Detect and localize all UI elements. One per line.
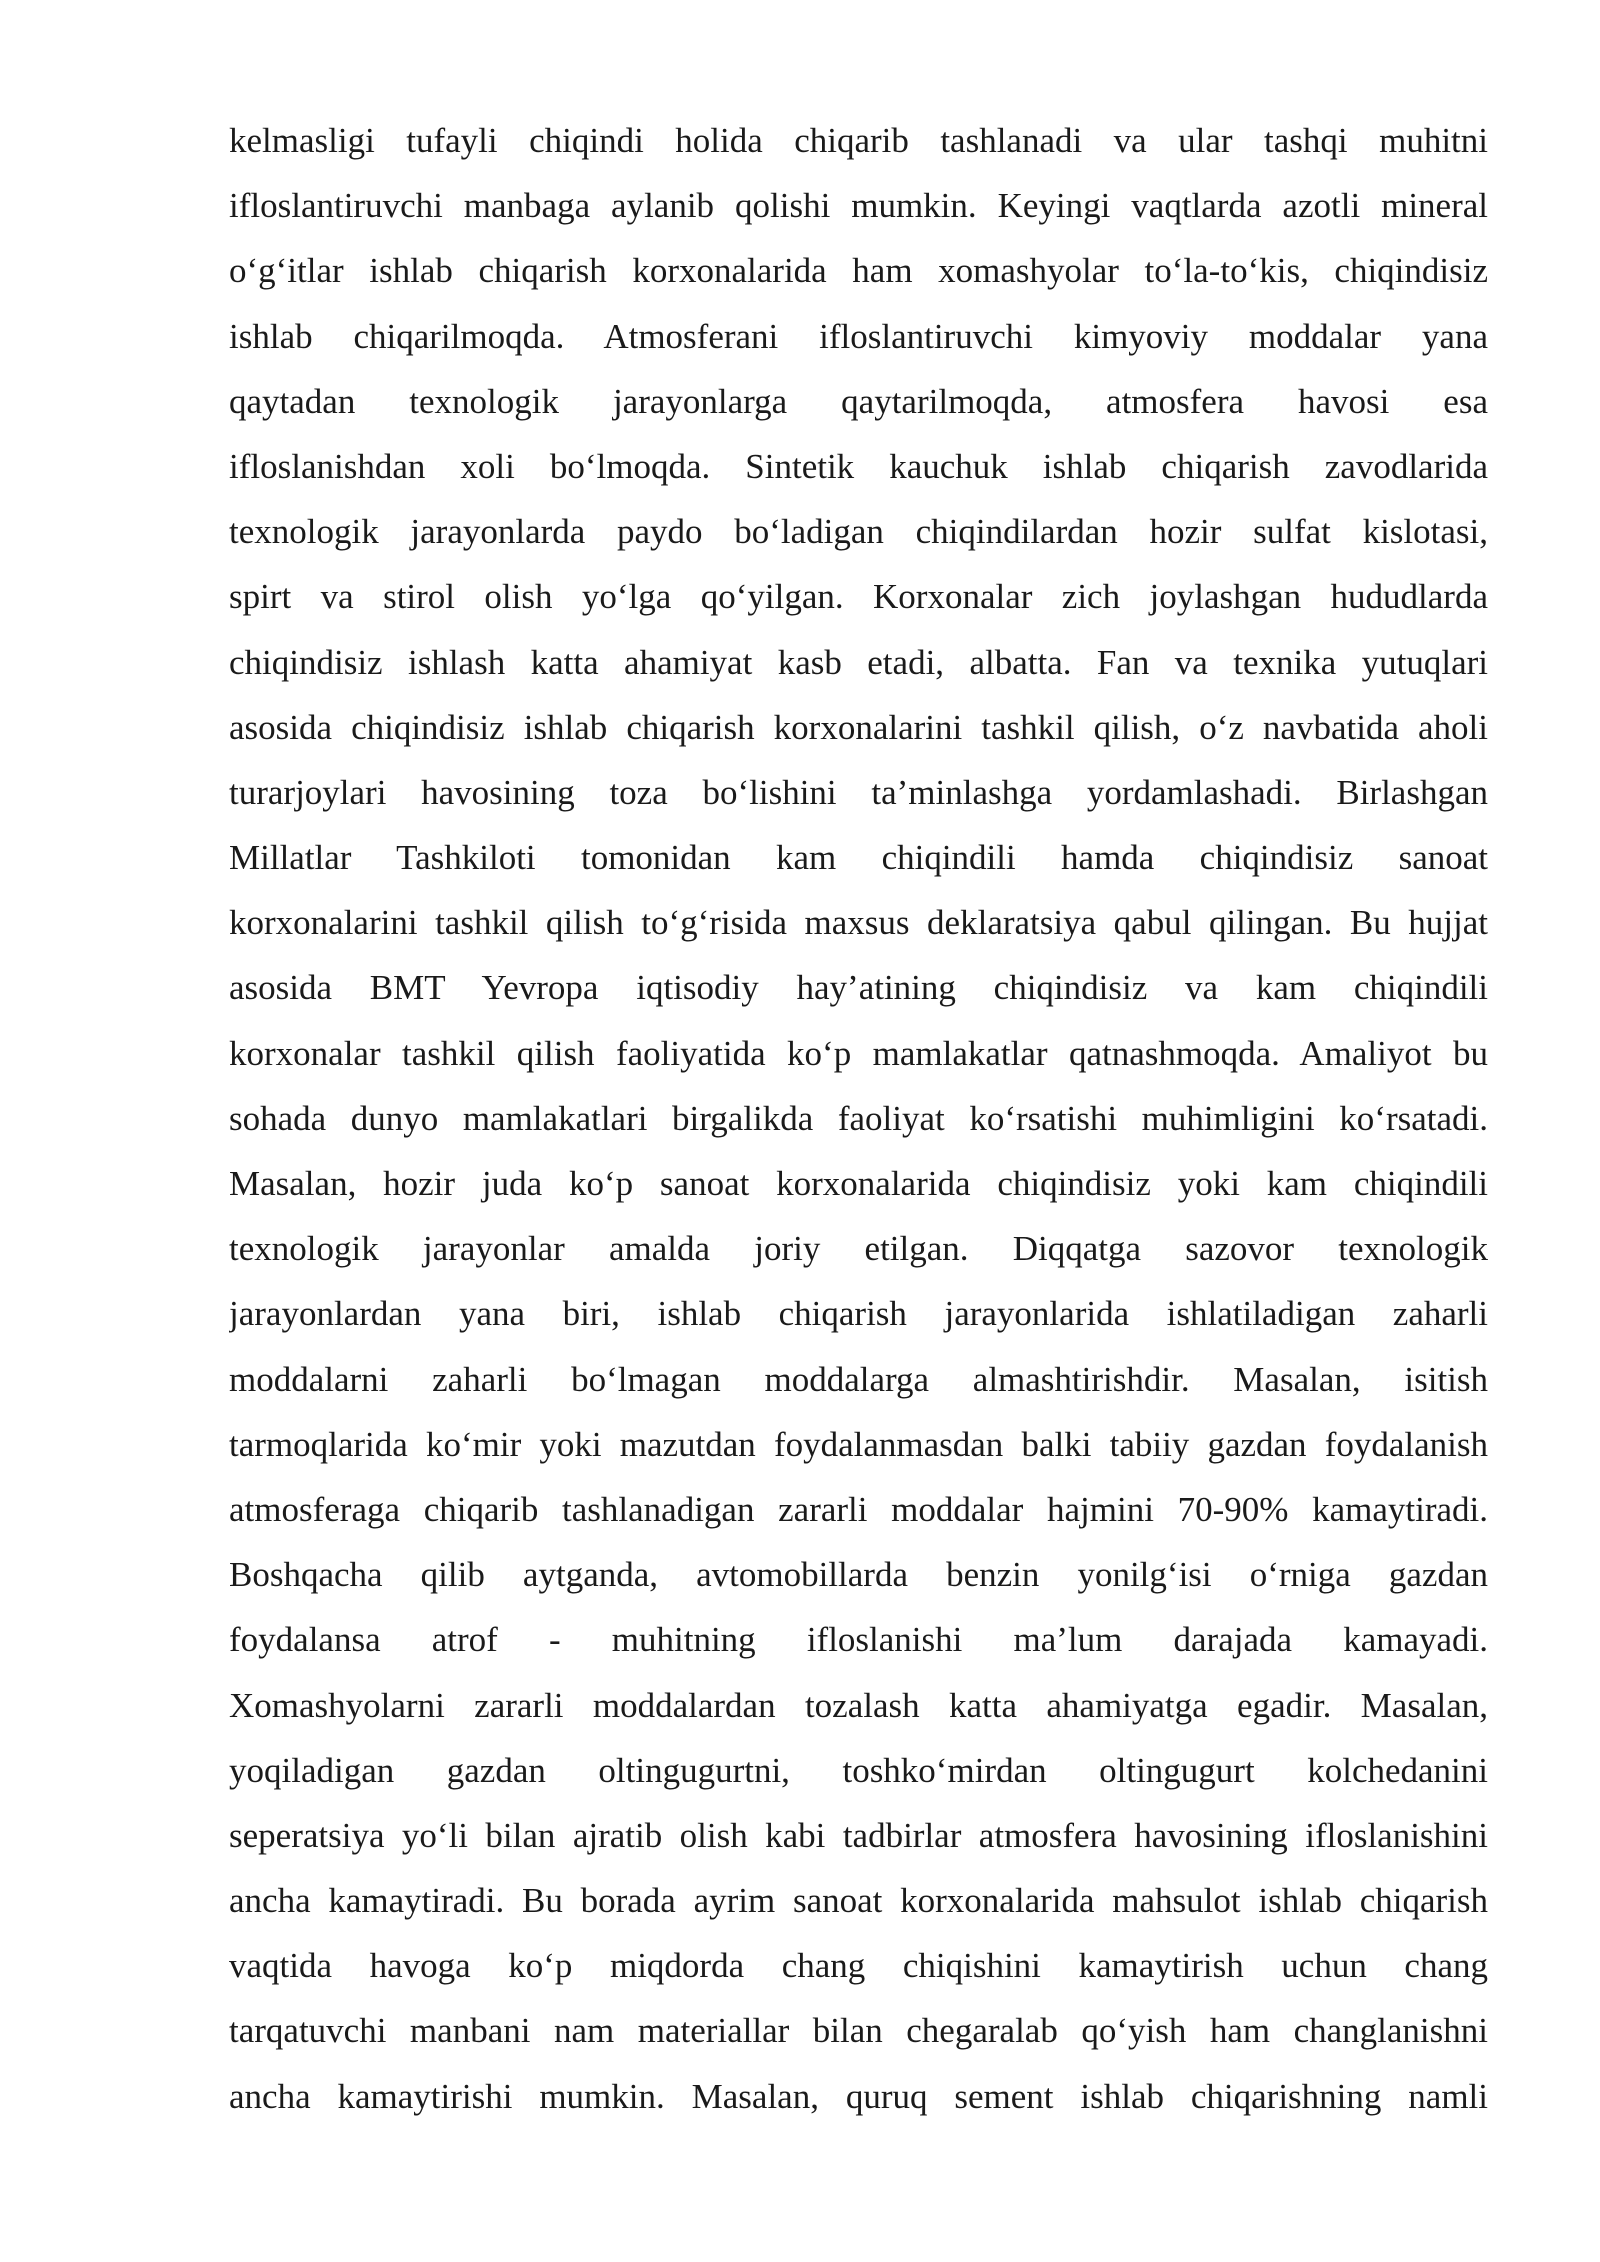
text-line: qaytadan texnologik jarayonlarga qaytarilmoqda, atmosfera havosi esa xyxy=(229,381,1488,421)
text-line: korxonalarini tashkil qilish to‘g‘risida maxsus deklaratsiya qabul qilingan. Bu hujjat xyxy=(229,903,1488,943)
text-line: atmosferaga chiqarib tashlanadigan zararli moddalar hajmini 70-90% kamaytiradi. xyxy=(229,1489,1488,1529)
text-line: foydalansa atrof - muhitning ifloslanishi ma’lum darajada kamayadi. xyxy=(229,1620,1488,1660)
text-line: ifloslantiruvchi manbaga aylanib qolishi mumkin. Keyingi vaqtlarda azotli mineral xyxy=(229,186,1488,226)
text-line: chiqindisiz ishlash katta ahamiyat kasb etadi, albatta. Fan va texnika yutuqlari xyxy=(229,642,1488,682)
text-line: ifloslanishdan xoli bo‘lmoqda. Sintetik kauchuk ishlab chiqarish zavodlarida xyxy=(229,446,1488,486)
text-line: jarayonlardan yana biri, ishlab chiqarish jarayonlarida ishlatiladigan zaharli xyxy=(229,1294,1488,1334)
text-line: moddalarni zaharli bo‘lmagan moddalarga almashtirishdir. Masalan, isitish xyxy=(229,1359,1488,1399)
text-line: Xomashyolarni zararli moddalardan tozalash katta ahamiyatga egadir. Masalan, xyxy=(229,1685,1488,1725)
text-line: sohada dunyo mamlakatlari birgalikda faoliyat ko‘rsatishi muhimligini ko‘rsatadi. xyxy=(229,1098,1488,1138)
text-line: Millatlar Tashkiloti tomonidan kam chiqindili hamda chiqindisiz sanoat xyxy=(229,838,1488,878)
text-line: ancha kamaytiradi. Bu borada ayrim sanoat korxonalarida mahsulot ishlab chiqarish xyxy=(229,1881,1488,1921)
text-line: texnologik jarayonlar amalda joriy etilgan. Diqqatga sazovor texnologik xyxy=(229,1229,1488,1269)
text-line: asosida chiqindisiz ishlab chiqarish korxonalarini tashkil qilish, o‘z navbatida aholi xyxy=(229,707,1488,747)
text-line: Boshqacha qilib aytganda, avtomobillarda benzin yonilg‘isi o‘rniga gazdan xyxy=(229,1555,1488,1595)
text-line: Masalan, hozir juda ko‘p sanoat korxonalarida chiqindisiz yoki kam chiqindili xyxy=(229,1164,1488,1203)
text-line: yoqiladigan gazdan oltingugurtni, toshko‘mirdan oltingugurt kolchedanini xyxy=(229,1750,1488,1790)
text-line: tarqatuvchi manbani nam materiallar bilan chegaralab qo‘yish ham changlanishni xyxy=(229,2011,1488,2051)
text-line: ishlab chiqarilmoqda. Atmosferani ifloslantiruvchi kimyoviy moddalar yana xyxy=(229,316,1488,356)
text-line: tarmoqlarida ko‘mir yoki mazutdan foydalanmasdan balki tabiiy gazdan foydalanish xyxy=(229,1424,1488,1464)
text-line: asosida BMT Yevropa iqtisodiy hay’atining chiqindisiz va kam chiqindili xyxy=(229,968,1488,1008)
text-line: spirt va stirol olish yo‘lga qo‘yilgan. Korxonalar zich joylashgan hududlarda xyxy=(229,577,1488,617)
text-line: vaqtida havoga ko‘p miqdorda chang chiqishini kamaytirish uchun chang xyxy=(229,1946,1488,1986)
text-line: texnologik jarayonlarda paydo bo‘ladigan chiqindilardan hozir sulfat kislotasi, xyxy=(229,512,1488,552)
text-line: kelmasligi tufayli chiqindi holida chiqarib tashlanadi va ular tashqi muhitni xyxy=(229,121,1488,160)
text-line: seperatsiya yo‘li bilan ajratib olish kabi tadbirlar atmosfera havosining ifloslanishini xyxy=(229,1815,1488,1855)
text-line: turarjoylari havosining toza bo‘lishini ta’minlashga yordamlashadi. Birlashgan xyxy=(229,772,1488,812)
text-line: o‘g‘itlar ishlab chiqarish korxonalarida ham xomashyolar to‘la-to‘kis, chiqindisiz xyxy=(229,251,1488,291)
text-line: korxonalar tashkil qilish faoliyatida ko‘p mamlakatlar qatnashmoqda. Amaliyot bu xyxy=(229,1033,1488,1073)
text-line: ancha kamaytirishi mumkin. Masalan, quruq sement ishlab chiqarishning namli xyxy=(229,2076,1488,2116)
body-text xyxy=(229,108,1488,2129)
